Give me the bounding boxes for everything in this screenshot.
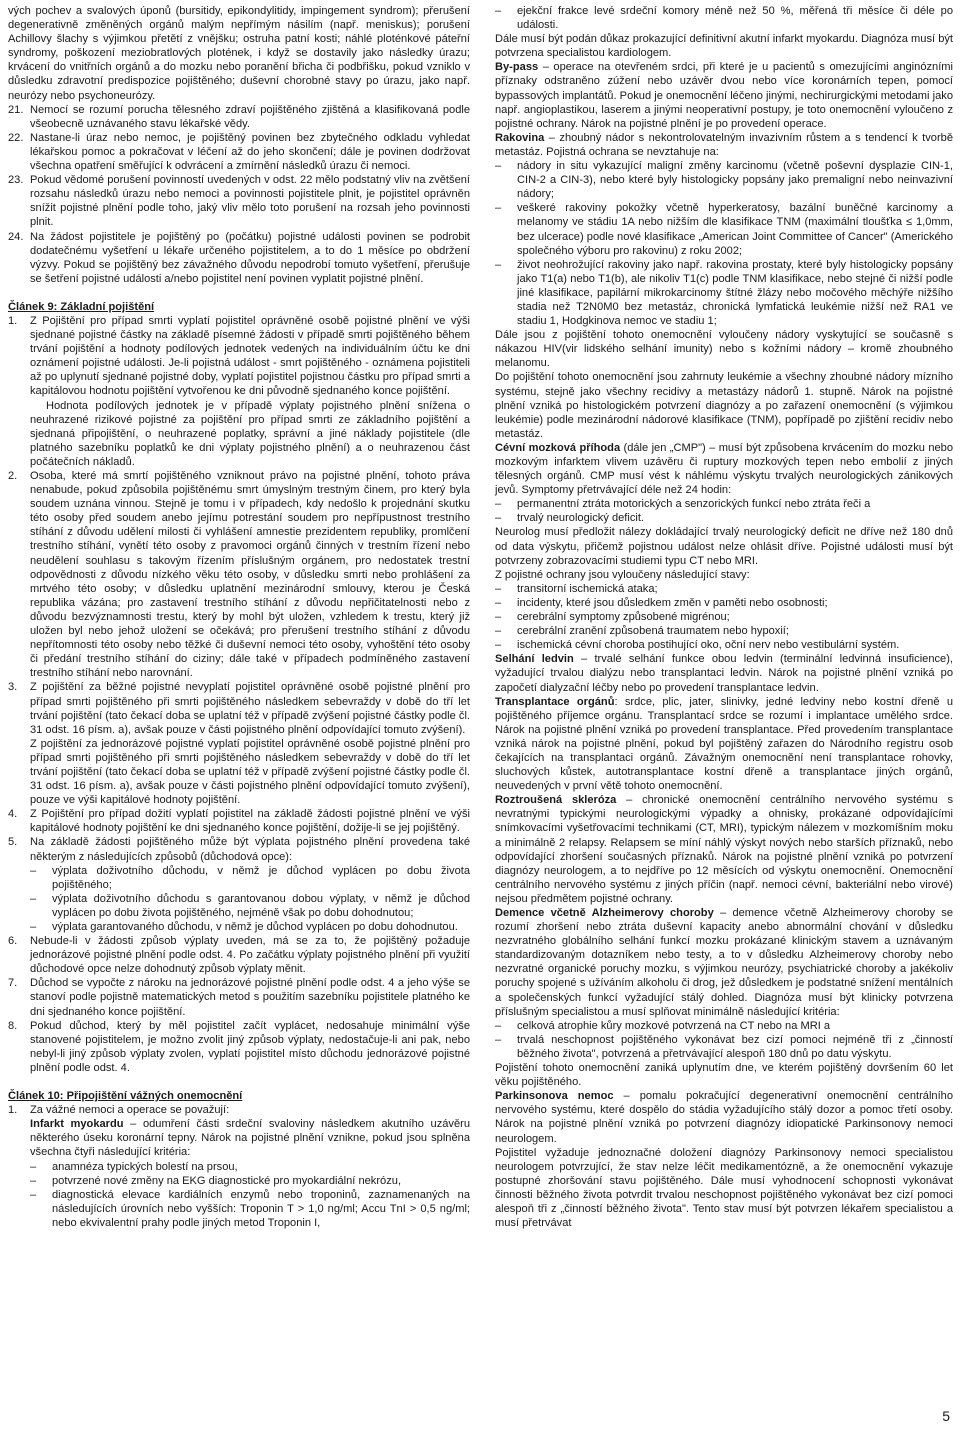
- article-10-heading: Článek 10: Připojištění vážných onemocnění: [8, 1090, 243, 1103]
- ms-term: Roztroušená skleróza: [495, 794, 617, 807]
- parkinson-definition: Parkinsonova nemoc – pomalu pokračující degenerativní onemocnění centrálního nervového systému, které dospělo do stádia vyžadujícího stálý dozor a pomoc třetí osoby. Nárok na pojistné plnění vzniká po potvrzení diagnózy idiopatické Parkinsonovy nemoci neurologem.: [495, 1090, 953, 1145]
- article-9-para-7: 7. Důchod se vypočte z nároku na jednorázové pojistné plnění podle odst. 4 a jeho výše se stanoví podle pojistně matematických metod s použitím sazebníku pojistitele platného ke dni sjednaného konce pojištění.: [8, 977, 470, 1018]
- article-9-para-8: 8. Pokud důchod, který by měl pojistitel začít vyplácet, nedosahuje minimální výše stanovené pojistitelem, je možno zvolit jiný způsob výplaty, nedostačuje-li ani pak, nebo nebyl-li jiný způsob výplaty zvolen, vyplatí pojistitel místo důchodu jednorázové pojistné plnění podle odst. 4.: [8, 1019, 470, 1074]
- item-21: 21. Nemocí se rozumí porucha tělesného zdraví pojištěného zjištěná a klasifikovaná podle všeobecně uznávaného stavu lékařské vědy.: [8, 103, 470, 130]
- demence-definition: Demence včetně Alzheimerovy choroby – demence včetně Alzheimerovy choroby se rozumí zhoršení nebo ztráta duševní kapacity anebo abnormální chování v důsledku nezvratného globálního selhání funkcí mozku prokázané klinickým stavem a uznávaným standardizovaným dotazníkem nebo testy, a to v důsledku Alzheimerovy choroby nebo nezvratné organické poruchy mozku, s výjimkou neurózy, psychiatrické choroby a jakékoliv poruchy spojené s užíváním alkoholu či drog, jež důsledkem je podstatné snížení mentálních a společenských funkcí vyžadující stálý dohled. Diagnóza musí být klinicky potvrzena příslušným specialistou a musí splňovat minimálně následující kritéria:: [495, 907, 953, 1018]
- infarkt-after: Dále musí být podán důkaz prokazující definitivní akutní infarkt myokardu. Diagnóza musí být potvrzena specialistou kardiologem.: [495, 33, 953, 60]
- article-9-para-5: 5. Na základě žádosti pojištěného může být výplata pojistného plnění provedena také některým z následujících způsobů (důchodová opce):: [8, 836, 470, 863]
- article-10-para-1: 1. Za vážné nemoci a operace se považují:: [8, 1104, 230, 1117]
- infarkt-criterion: – ejekční frakce levé srdeční komory méně než 50 %, měřená tři měsíce či déle po události.: [495, 4, 953, 32]
- rakovina-exclusion: – veškeré rakoviny pokožky včetně hyperkeratosy, bazální buněčné karcinomy a melanomy ve stádiu 1A nebo nižším dle klasifikace TNM (maximální tloušťka ≤ 1,0mm, bez ulcerace) podle nové klasifikace „American Joint Committee of Cancer" (Amerického společného výboru pro rakovinu) z roku 2002;: [495, 201, 953, 257]
- left-column: [8, 4, 470, 1230]
- article-9-para-2: 2. Osoba, které má smrtí pojištěného vzniknout právo na pojistné plnění, tohoto práva nenabude, pokud způsobila pojištěnému smrt úmyslným trestným činem, pro který byla soudem uznána vinnou. Stejně je tomu i v případech, kdy nedošlo k projednání skutku této osoby před soudem anebo jejímu potrestání soudem pro nepřípustnost trestního stíhání z důvodu udělení milosti či vyhlášení amnestie prezidentem republiky, promlčení trestního stíhání, vynětí této osoby z pravomoci orgánů činných v trestním řízení nebo neudělení souhlasu s takovým řízením příslušným orgánem, pro nedostatek trestní odpovědnosti z důvodu nízkého věku této osoby, v důsledku smrti nebo prohlášení za mrtvého této osoby; v důsledku uplatnění mezinárodní smlouvy, kterou je Česká republika vázána; pro zastavení trestního stíhání z důvodu nepřičitatelnosti nebo z důvodu bezvýznamnosti trestu, který by mohl být uložen, vzhledem k trestu, který již uložen byl nebo jehož uložení se očekává; pro přerušení trestního stíhání z důvodu nepřítomnosti této osoby nebo těžké či duševní nemoci této osoby, vyhoštění této osoby či předání trestního stíhání do ciziny; dále také v případech podmíněného zastavení trestního stíhání nebo narovnání.: [8, 470, 470, 680]
- demence-criterion: – celková atrophie kůry mozkové potvrzená na CT nebo na MRI a: [495, 1019, 953, 1033]
- cmp-paragraph: Neurolog musí předložit nálezy dokládající trvalý neurologický deficit ne dříve než 180 dnů od data výskytu, přičemž pojistnou událost nelze ohlásit dříve. Pojistné události musí být potvrzeny zobrazovacími studiemi typu CT nebo MRI.: [495, 526, 953, 567]
- cmp-exclusion: – transitorní ischemická ataka;: [495, 582, 953, 596]
- item-22: 22. Nastane-li úraz nebo nemoc, je pojištěný povinen bez zbytečného odkladu vyhledat lékařskou pomoc a pokračovat v léčení až do jeho skončení; dále je povinen dodržovat všechna opatření směřující k odvrácení a zmírnění následků úrazu či nemoci.: [8, 131, 470, 173]
- article-9-para-3b: Z pojištění za jednorázové pojistné vyplatí pojistitel oprávněné osobě pojistné plnění pro případ smrti pojištěného při smrti pojištěného následkem sebevraždy v době do tří let trvání pojištění (tato čekací doba se uplatní též v případě zvýšení pojistné částky podle čl. 31 odst. 16 písm. a), avšak pouze v části pojistného plnění odpovídající tomuto zvýšení), pouze ve výši kapitálové hodnoty pojištění.: [30, 737, 470, 807]
- right-column: [495, 4, 953, 1230]
- demence-criterion: – trvalá neschopnost pojištěného vykonávat bez cizí pomoci nejméně tři z „činností běžného života", potvrzená a přetrvávající alespoň 180 dnů po datu výskytu.: [495, 1033, 953, 1061]
- ledviny-definition: Selhání ledvin – trvalé selhání funkce obou ledvin (terminální ledvinná insuficience), vyžadující trvalou dialýzu nebo transplantaci ledvin. Nárok na pojistné plnění vzniká po započetí dialyzační léčby nebo po provedení transplantace ledvin.: [495, 653, 953, 694]
- article-9-para-6: 6. Nebude-li v žádosti způsob výplaty uveden, má se za to, že pojištěný požaduje jednorázové pojistné plnění podle odst. 4. Po začátku výplaty pojistného plnění při využití důchodové opce nelze dohodnutý způsob výplaty měnit.: [8, 935, 470, 976]
- rakovina-paragraph: Dále jsou z pojištění tohoto onemocnění vyloučeny nádory vyskytující se současně s nákazou HIV(vir lidského selhání imunity) nebo s kožními nádory – kromě zhoubného melanomu.: [495, 329, 953, 370]
- infarkt-criterion: – potvrzené nové změny na EKG diagnostické pro myokardiální nekrózu,: [8, 1174, 470, 1188]
- infarkt-definition: Infarkt myokardu – odumření části srdeční svaloviny následkem akutního uzávěru některého úseku koronární tepny. Nárok na pojistné plnění vznikne, pokud jsou splněna všechna čtyři následující kritéria:: [30, 1118, 470, 1159]
- ms-definition: Roztroušená skleróza – chronické onemocnění centrálního nervového systému s nevratnými typickými neurologickými výpadky a ohnisky, prokázané odpovídajícími snímkovacími vyšetřovacími technikami (CT, MRI), typickým nálezem v mozkomíšním moku a minimálně 2 relapsy. Relapsem se míní náhlý výskyt nových nebo starších příznaků, nebo odpovídající zhoršení současných příznaků. Nárok na pojistné plnění vzniká po potvrzení diagnózy neurologem, a to nejdříve po 12 měsících od výskytu onemocnění. Onemocnění centrálního nervového systému z jiných příčin (např. nemoci cévní, bakteriální nebo virové) nejsou předmětem pojistné ochrany.: [495, 794, 953, 905]
- cmp-symptom: – trvalý neurologický deficit.: [495, 511, 953, 525]
- article-9-heading: Článek 9: Základní pojištění: [8, 300, 155, 313]
- transplantace-definition: Transplantace orgánů: srdce, plic, jater, slinivky, jedné ledviny nebo kostní dřeně u pojištěného příjemce orgánu. Transplantací srdce se rozumí i implantace umělého srdce. Nárok na pojistné plnění vzniká po provedení transplantace. Před provedením transplantace vzniká nárok na pojistné plnění, pokud byl pojištěný zařazen do Národního registru osob čekajících na transplantaci orgánů. Závažným onemocnění není transplantace rohovky, sluchových kůstek, autotransplantace kostní dřeně a transplantace jiných orgánů, neuvedených v první větě tohoto onemocnění.: [495, 695, 953, 793]
- article-9-para-1: 1. Z Pojištění pro případ smrti vyplatí pojistitel oprávněné osobě pojistné plnění ve výši sjednané pojistné částky na základě písemné žádosti v případě smrti pojištěného během trvání pojištění a hodnoty podílových jednotek vedených na individuálním účtu ke dni oznámení pojistné události. Je-li pojistná událost - smrt pojištěného - oznámena pojistiteli až po uplynutí sjednané pojistné doby, vyplatí pojistitel pojistnou částku pro případ smrti a kapitálovou hodnotu pojištění vytvořenou ke dni původně sjednaného konce pojištění.: [8, 314, 470, 398]
- article-9-para-4: 4. Z Pojištění pro případ dožití vyplatí pojistitel na základě žádosti pojistné plnění ve výši kapitálové hodnoty pojištění ke dni sjednaného konce pojištění, dožije-li se jej pojištěný.: [8, 808, 470, 835]
- item-24: 24. Na žádost pojistitele je pojištěný po (počátku) pojistné události povinen se podrobit dodatečnému vyšetření u lékaře určeného pojistitelem, a to do 1 měsíce po obdržení výzvy. Pokud se pojištěný bez závažného důvodu nepodrobí tomuto vyšetření, přerušuje se šetření pojistné události a/nebo pojistitel není povinen vyplatit pojistné plnění.: [8, 230, 470, 285]
- cmp-exclusion: – incidenty, které jsou důsledkem změn v paměti nebo osobnosti;: [495, 596, 953, 610]
- parkinson-paragraph: Pojistitel vyžaduje jednoznačné doložení diagnózy Parkinsonovy nemoci specialistou neurologem potvrzující, že stav nelze léčit medikamentózně, a že onemocnění vykazuje postupné zhoršování stavu pojištěného. Dále musí vyhodnocení schopnosti vykonávat činnosti běžného života potvrdit trvalou neschopnost pojištěného vykonávat bez cizí pomoci alespoň tři z „činností běžného života". Tento stav musí být potvrzen lékařem specialistou a musí přetrvávat: [495, 1146, 953, 1230]
- item-23: 23. Pokud vědomé porušení povinností uvedených v odst. 22 mělo podstatný vliv na zvětšení rozsahu následků úrazu nebo nemoci a povinnosti pojistitele plnit, je pojistitel oprávněn snížit pojistné plnění podle toho, jaký vliv mělo toto porušení na rozsah jeho povinnosti plnit.: [8, 174, 470, 229]
- parkinson-term: Parkinsonova nemoc: [495, 1090, 614, 1103]
- rakovina-term: Rakovina: [495, 131, 545, 144]
- annuity-option: – výplata doživotního důchodu s garantovanou dobou výplaty, v němž je důchod vyplácen po dobu života pojištěného, nejméně však po dobu dohodnutou;: [8, 892, 470, 920]
- cmp-exclusion: – cerebrální zranění způsobená traumatem nebo hypoxií;: [495, 624, 953, 638]
- cmp-term: Cévní mozková příhoda: [495, 441, 621, 454]
- cmp-symptom: – permanentní ztráta motorických a senzorických funkcí nebo ztráta řeči a: [495, 497, 953, 511]
- article-9-para-1b: Hodnota podílových jednotek je v případě výplaty pojistného plnění snížena o neuhrazené rizikové pojistné za pojištění pro případ smrti ze základního pojištění a sjednaná připojištění, o neuhrazené poplatky, správní a jiné náklady pojistitele (dle platného sazebníku poplatků ke dni výplaty pojistného plnění) a o neuhrazenou část počátečních nákladů.: [30, 399, 470, 468]
- transplantace-term: Transplantace orgánů: [495, 695, 615, 708]
- infarkt-criterion: – diagnostická elevace kardiálních enzymů nebo troponinů, zaznamenaných na následujících úrovních nebo vyšších: Troponin T > 1,0 ng/ml; Accu TnI > 0,5 ng/ml; nebo ekvivalentní prahy podle jiných metod Troponin I,: [8, 1188, 470, 1230]
- cmp-paragraph: Z pojistné ochrany jsou vyloučeny následující stavy:: [495, 568, 750, 581]
- infarkt-criterion: – anamnéza typických bolestí na prsou,: [8, 1160, 470, 1174]
- rakovina-definition: Rakovina – zhoubný nádor s nekontrolovatelným invazivním růstem a s tendencí k tvorbě metastáz. Pojistná ochrana se nevztahuje na:: [495, 131, 953, 158]
- cmp-definition: Cévní mozková příhoda (dále jen „CMP") – musí být způsobena krvácením do mozku nebo mozkovým infarktem vlivem uzávěru či ruptury mozkových tepen nebo embolií z jiných tělesných orgánů. CMP musí vést k náhlému výskytu trvalých neurologických zánikových jevů. Symptomy přetrvávající déle než 24 hodin:: [495, 441, 953, 497]
- cmp-exclusion: – ischemická cévní choroba postihující oko, oční nerv nebo vestibulární systém.: [495, 638, 953, 652]
- rakovina-exclusion: – život neohrožující rakoviny jako např. rakovina prostaty, které byly histologicky popsány jako T1(a) nebo T1(b), ale nikoliv T1(c) podle TNM klasifikace, nebo stejné či nižší podle jiné klasifikace, papilární mikrokarcinomy štítné žlázy nebo močového měchýře nižšího stadia než T2N0M0 bez metastáz, chronická lymfatická leukémie nižší než RA1 ve stadiu 1, Hodgkinova nemoc ve stadiu 1;: [495, 258, 953, 328]
- annuity-option: – výplata doživotního důchodu, v němž je důchod vyplácen po dobu života pojištěného;: [8, 864, 470, 892]
- demence-paragraph: Pojistění tohoto onemocnění zaniká uplynutím dne, ve kterém pojištěný dovršením 60 let věku pojištěného.: [495, 1062, 953, 1089]
- demence-term: Demence včetně Alzheimerovy choroby: [495, 907, 714, 919]
- intro-continuation: vých pochev a svalových úponů (bursitidy, epikondylitidy, impingement syndrom); přerušení degenerativně změněných orgánů malým nepřímým násilím (např. meniskus); porušení Achillovy šlachy s výjimkou přetětí z vnějšku; ostruha patní kosti; náhlé ploténkové páteřní syndromy, poškození meziobratlových plotének, i když se dostavily jako následky úrazu; krvácení do vnitřních orgánů a do mozku nebo poranění břicha či podbřišku, pokud vzniklo v důsledku zdravotní predispozice pojištěného; duševní chorobné stavy po úrazu, jako např. neurózy nebo psychoneurózy.: [8, 5, 470, 102]
- ledviny-term: Selhání ledvin: [495, 653, 574, 666]
- bypass-definition: By-pass – operace na otevřeném srdci, při které je u pacientů s omezujícími anginózními příznaky odstraněno zúžení nebo uzávěr dvou nebo více koronárních tepen, pomocí bypassových implantátů. Pokud je onemocnění léčeno jinými, nechirurgickými metodami jako např. angioplastikou, laserem a jinými neoperativní postupy, je toto onemocnění vyloučeno z pojistné ochrany. Nárok na pojistné plnění je po provedení operace.: [495, 61, 953, 130]
- rakovina-paragraph: Do pojištění tohoto onemocnění jsou zahrnuty leukémie a všechny zhoubné nádory mízního systému, stejně jako všechny recidivy a metastázy nádorů 1. stupně. Nárok na pojistné plnění vzniká po histologickém potvrzení diagnózy a po zařazení onemocnění (s výjimkou leukémie) podle mezinárodní nádorové klasifikace (TNM), popřípadě po zjištění recidiv nebo metastáz.: [495, 371, 953, 440]
- rakovina-exclusion: – nádory in situ vykazující maligní změny karcinomu (včetně poševní dysplazie CIN-1, CIN-2 a CIN-3), nebo které byly histologicky popsány jako premaligní nebo neinvazivní nádory;: [495, 159, 953, 201]
- article-9-para-3: 3. Z pojištění za běžné pojistné nevyplatí pojistitel oprávněné osobě pojistné plnění pro případ smrti pojištěného při smrti pojištěného následkem sebevraždy v době do tří let trvání pojištění (tato čekací doba se uplatní též v případě zvýšení pojistné částky podle čl. 31 odst. 16 písm. a), avšak pouze v části pojistného plnění odpovídající tomuto zvýšení).: [8, 681, 470, 736]
- page-number: 5: [942, 1408, 950, 1424]
- infarkt-term: Infarkt myokardu: [30, 1118, 124, 1131]
- annuity-option: – výplata garantovaného důchodu, v němž je důchod vyplácen po dobu dohodnutou.: [8, 920, 470, 934]
- cmp-exclusion: – cerebrální symptomy způsobené migrénou;: [495, 610, 953, 624]
- bypass-term: By-pass: [495, 61, 539, 74]
